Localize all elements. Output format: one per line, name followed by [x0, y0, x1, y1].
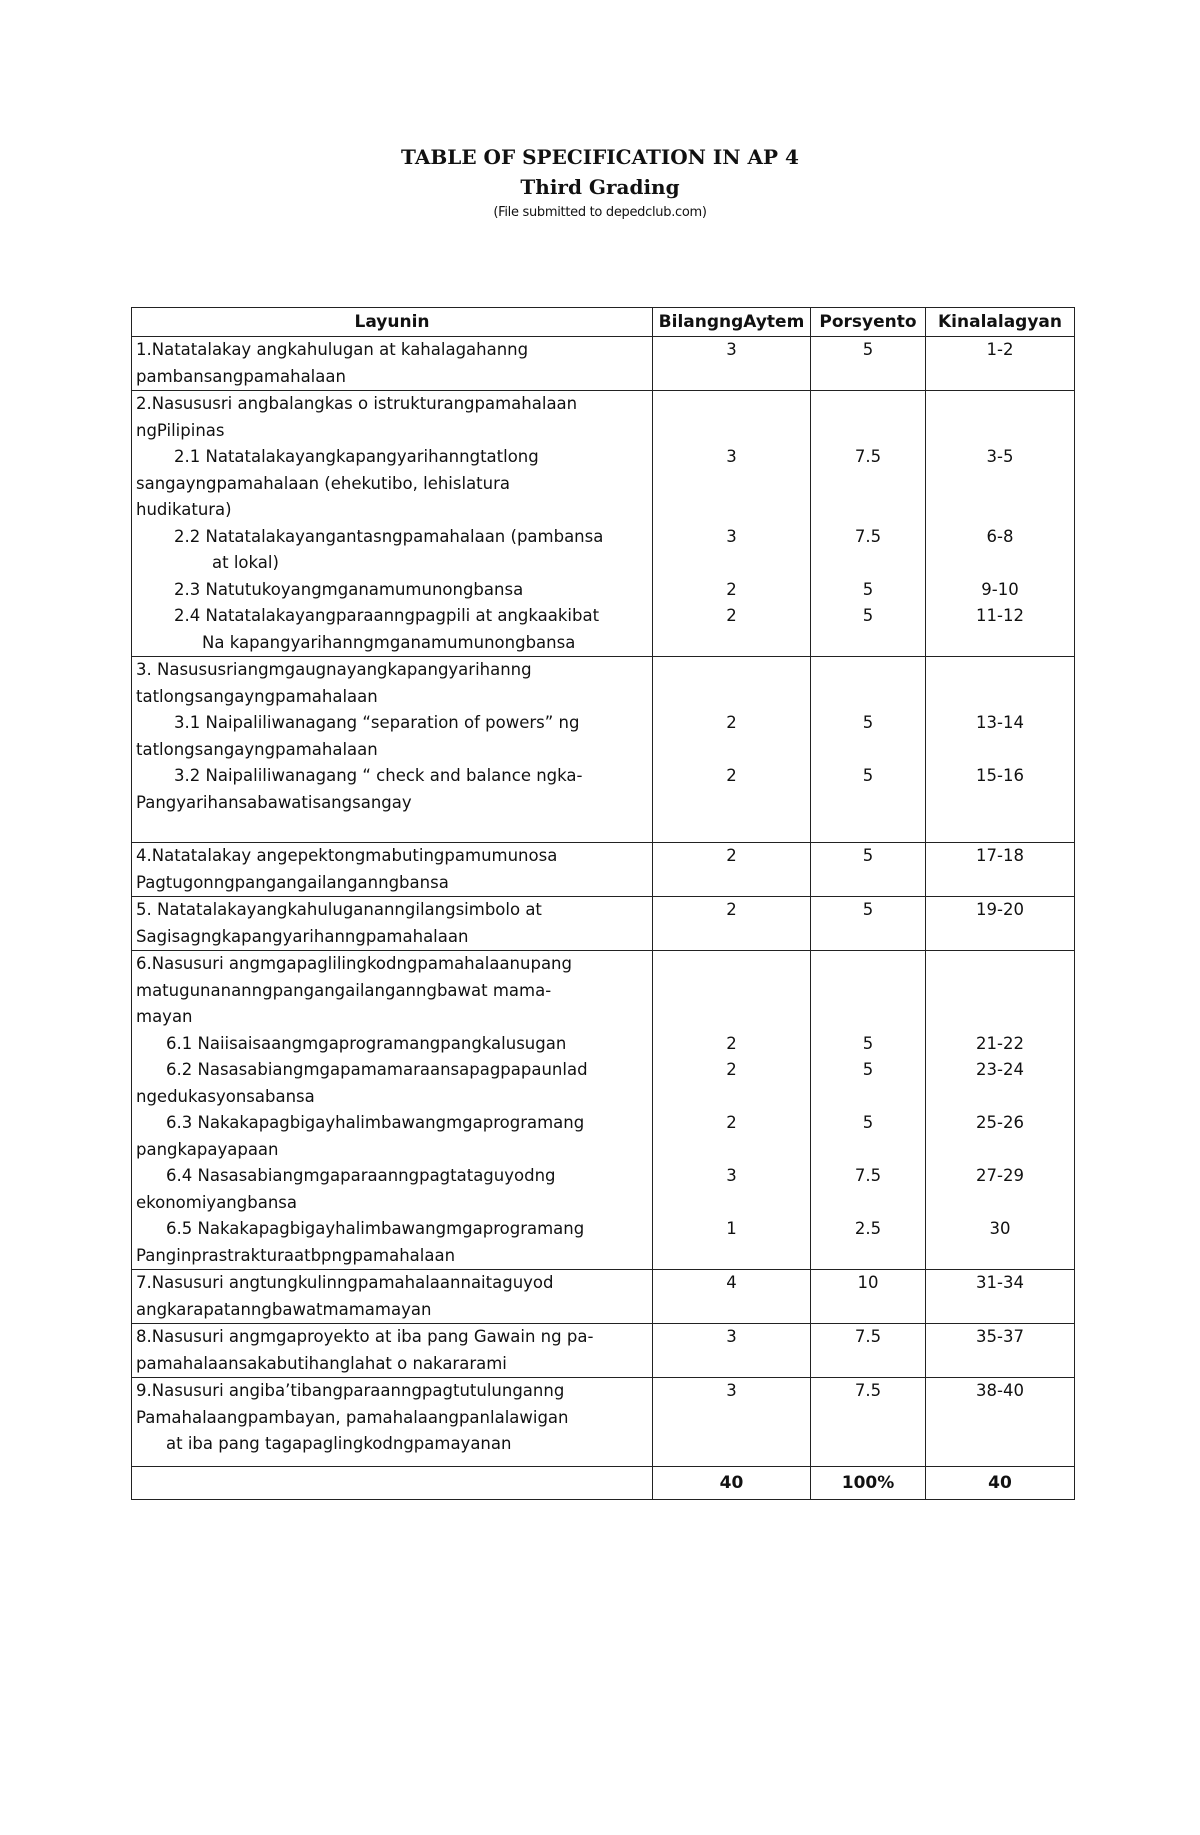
percent-value: 5 [862, 846, 874, 865]
items-cell [653, 1324, 811, 1378]
location-value [930, 391, 1070, 418]
items-value [657, 1297, 806, 1324]
percent-value [815, 1084, 921, 1111]
items-value: 2 [726, 579, 737, 599]
percent-value [815, 630, 921, 657]
objective-line: pamahalaansakabutihanglahat o nakararami [136, 1353, 507, 1373]
objective-line: 9.Nasusuri angiba’tibangparaanngpagtutulunganng [136, 1381, 565, 1400]
items-value [657, 951, 806, 978]
objective-line: 6.1 Naiisaisaangmgaprogramangpangkalusugan [166, 1033, 567, 1053]
percent-cell [811, 657, 926, 843]
objective-line: 6.3 Nakakapagbigayhalimbawangmgaprogramang [166, 1113, 585, 1132]
percent-cell [811, 1324, 926, 1378]
location-cell [926, 337, 1075, 391]
items-cell [653, 337, 811, 391]
objective-line: Panginprastrakturaatbpngpamahalaan [136, 1245, 456, 1265]
location-value: 30 [989, 1219, 1011, 1238]
percent-value [815, 737, 921, 764]
percent-cell [811, 391, 926, 657]
percent-cell [811, 1270, 926, 1324]
percent-value [815, 978, 921, 1005]
items-value: 2 [726, 713, 737, 732]
objective-cell [132, 391, 653, 657]
table-row [132, 657, 1075, 843]
objective-line: Pangyarihansabawatisangsangay [136, 792, 412, 812]
location-value [930, 471, 1070, 498]
items-value: 2 [726, 606, 737, 625]
items-cell [653, 1378, 811, 1467]
location-cell [926, 1270, 1075, 1324]
percent-value [815, 497, 921, 524]
objective-line: 5. Natatalakayangkahulugananngilangsimbolo at [136, 900, 542, 919]
items-value: 4 [726, 1273, 737, 1292]
objective-line: 2.1 Natatalakayangkapangyarihanngtatlong [174, 447, 539, 466]
objective-line: pangkapayapaan [136, 1139, 279, 1159]
items-value: 2 [726, 900, 737, 919]
location-value [930, 978, 1070, 1005]
items-value: 2 [726, 1113, 737, 1132]
location-cell [926, 897, 1075, 951]
percent-cell [811, 337, 926, 391]
percent-value: 7.5 [854, 526, 882, 546]
location-value [930, 630, 1070, 657]
table-row [132, 951, 1075, 1270]
percent-value [815, 1297, 921, 1324]
objective-line: 1.Natatalakay angkahulugan at kahalagahanng [136, 340, 529, 359]
location-value: 19-20 [976, 900, 1024, 919]
column-header-layunin: Layunin [132, 308, 653, 337]
location-value: 21-22 [976, 1033, 1024, 1053]
total-percent: 100% [811, 1466, 926, 1499]
items-value: 2 [726, 766, 737, 785]
percent-value [815, 684, 921, 711]
location-cell [926, 951, 1075, 1270]
items-value [657, 1431, 806, 1458]
items-value [657, 418, 806, 445]
table-row [132, 337, 1075, 391]
location-value: 25-26 [976, 1113, 1024, 1132]
items-cell [653, 843, 811, 897]
percent-value [815, 1431, 921, 1458]
items-value: 3 [726, 447, 737, 466]
objective-line: Pagtugonngpangangailanganngbansa [136, 872, 449, 892]
page-subtitle: Third Grading [520, 175, 680, 199]
items-cell [653, 391, 811, 657]
percent-value [815, 391, 921, 418]
items-value [657, 497, 806, 524]
location-value: 38-40 [976, 1381, 1024, 1400]
location-value [930, 924, 1070, 951]
percent-value [815, 471, 921, 498]
objective-cell [132, 843, 653, 897]
percent-value: 5 [862, 340, 874, 359]
percent-value: 5 [862, 766, 874, 785]
location-value [930, 1351, 1070, 1378]
objective-line: tatlongsangayngpamahalaan [136, 686, 378, 706]
table-row [132, 391, 1075, 657]
items-value [657, 1351, 806, 1378]
location-value [930, 951, 1070, 978]
location-value: 17-18 [976, 846, 1024, 865]
table-row [132, 843, 1075, 897]
table-row [132, 1270, 1075, 1324]
objective-line: 6.4 Nasasabiangmgaparaanngpagtataguyodng [166, 1166, 556, 1185]
items-value [657, 924, 806, 951]
objective-line: 3.2 Naipaliliwanagang “ check and balance ngka- [174, 766, 583, 785]
items-value: 3 [726, 340, 737, 359]
objective-line: sangayngpamahalaan (ehekutibo, lehislatura [136, 473, 510, 493]
objective-line: 3. Nasususriangmgaugnayangkapangyarihanng [136, 660, 532, 679]
location-value: 6-8 [986, 526, 1014, 546]
location-cell [926, 1324, 1075, 1378]
document-header [0, 142, 1200, 224]
table-row [132, 1378, 1075, 1467]
items-value [657, 684, 806, 711]
percent-value [815, 870, 921, 897]
items-cell [653, 951, 811, 1270]
location-value: 27-29 [976, 1166, 1024, 1185]
percent-value [815, 790, 921, 817]
objective-line: tatlongsangayngpamahalaan [136, 739, 378, 759]
percent-value [815, 1405, 921, 1432]
specification-table [131, 307, 1075, 1500]
objective-line: at lokal) [212, 553, 279, 572]
percent-value [815, 924, 921, 951]
items-value [657, 1004, 806, 1031]
table-row [132, 897, 1075, 951]
items-value [657, 391, 806, 418]
objective-cell [132, 1324, 653, 1378]
column-header-kinalalagyan: Kinalalagyan [926, 308, 1075, 337]
percent-value [815, 1243, 921, 1270]
location-value: 23-24 [976, 1060, 1024, 1079]
percent-value: 10 [857, 1273, 879, 1292]
items-value [657, 1084, 806, 1111]
percent-value [815, 364, 921, 391]
items-cell [653, 897, 811, 951]
objective-line: 4.Natatalakay angepektongmabutingpamumunosa [136, 846, 558, 865]
location-value [930, 790, 1070, 817]
items-value [657, 1243, 806, 1270]
percent-value: 5 [862, 1033, 874, 1053]
items-value [657, 870, 806, 897]
objective-line: Na kapangyarihanngmganamumunongbansa [202, 632, 576, 652]
location-value: 15-16 [976, 766, 1024, 785]
objective-line: ngedukasyonsabansa [136, 1086, 315, 1106]
percent-value [815, 418, 921, 445]
percent-value: 7.5 [854, 447, 882, 466]
percent-value [815, 1351, 921, 1378]
location-value [930, 364, 1070, 391]
percent-cell [811, 897, 926, 951]
location-cell [926, 391, 1075, 657]
items-value [657, 364, 806, 391]
location-cell [926, 657, 1075, 843]
percent-value: 5 [862, 1113, 874, 1132]
location-value [930, 1190, 1070, 1217]
items-value: 1 [726, 1219, 737, 1238]
location-value [930, 1137, 1070, 1164]
objective-cell [132, 897, 653, 951]
objective-line: 3.1 Naipaliliwanagang “separation of powers” ng [174, 713, 580, 732]
location-value: 9-10 [981, 579, 1019, 599]
source-note: (File submitted to depedclub.com) [493, 205, 707, 220]
objective-line: Sagisagngkapangyarihanngpamahalaan [136, 926, 469, 946]
percent-value [815, 1190, 921, 1217]
location-value: 1-2 [986, 340, 1014, 359]
items-value [657, 630, 806, 657]
percent-value [815, 657, 921, 684]
percent-value: 5 [862, 713, 874, 732]
objective-line: 2.4 Natatalakayangparaanngpagpili at angkaakibat [174, 606, 600, 625]
items-value [657, 1137, 806, 1164]
percent-cell [811, 843, 926, 897]
location-cell [926, 1378, 1075, 1467]
percent-value: 2.5 [854, 1219, 882, 1238]
percent-value: 5 [862, 900, 874, 919]
items-value [657, 1190, 806, 1217]
location-value [930, 1297, 1070, 1324]
items-cell [653, 657, 811, 843]
objective-line: 6.5 Nakakapagbigayhalimbawangmgaprogramang [166, 1219, 585, 1238]
objective-cell [132, 1270, 653, 1324]
percent-value: 5 [862, 579, 874, 599]
items-value: 2 [726, 1060, 737, 1079]
totals-label [132, 1466, 653, 1499]
objective-line: ekonomiyangbansa [136, 1192, 297, 1212]
location-value: 35-37 [976, 1327, 1024, 1346]
location-value [930, 1431, 1070, 1458]
objective-line: 2.2 Natatalakayangantasngpamahalaan (pambansa [174, 526, 604, 546]
objective-line: mayan [136, 1007, 193, 1026]
location-cell [926, 843, 1075, 897]
items-value: 3 [726, 526, 737, 546]
total-items: 40 [653, 1466, 811, 1499]
objective-line: at iba pang tagapaglingkodngpamayanan [166, 1434, 512, 1453]
objective-cell [132, 951, 653, 1270]
objective-cell [132, 337, 653, 391]
percent-cell [811, 1378, 926, 1467]
items-value [657, 737, 806, 764]
items-value [657, 1405, 806, 1432]
location-value [930, 418, 1070, 445]
location-value: 31-34 [976, 1273, 1024, 1292]
location-value [930, 1004, 1070, 1031]
location-value [930, 684, 1070, 711]
location-value [930, 1243, 1070, 1270]
percent-cell [811, 951, 926, 1270]
items-value [657, 550, 806, 577]
percent-value [815, 951, 921, 978]
location-value [930, 1084, 1070, 1111]
items-value [657, 471, 806, 498]
location-value: 13-14 [976, 713, 1024, 732]
percent-value [815, 1137, 921, 1164]
objective-line: ngPilipinas [136, 420, 225, 440]
objective-line: 6.2 Nasasabiangmgapamamaraansapagpapaunlad [166, 1060, 588, 1079]
objective-cell [132, 1378, 653, 1467]
location-value [930, 657, 1070, 684]
percent-value [815, 1004, 921, 1031]
objective-line: Pamahalaangpambayan, pamahalaangpanlalawigan [136, 1407, 569, 1427]
percent-value: 7.5 [854, 1327, 882, 1346]
objective-cell [132, 657, 653, 843]
page-title: TABLE OF SPECIFICATION IN AP 4 [401, 145, 799, 169]
objective-line: hudikatura) [136, 500, 232, 519]
objective-line: 7.Nasusuri angtungkulinngpamahalaannaitaguyod [136, 1273, 554, 1292]
items-cell [653, 1270, 811, 1324]
total-location: 40 [926, 1466, 1075, 1499]
objective-line: 6.Nasusuri angmgapaglilingkodngpamahalaanupang [136, 954, 572, 973]
percent-value: 7.5 [854, 1166, 882, 1185]
items-value: 3 [726, 1381, 737, 1400]
items-value: 2 [726, 1033, 737, 1053]
items-value [657, 790, 806, 817]
objective-line: pambansangpamahalaan [136, 366, 346, 386]
percent-value: 7.5 [854, 1381, 882, 1400]
percent-value: 5 [862, 1060, 874, 1079]
location-value [930, 870, 1070, 897]
items-value [657, 978, 806, 1005]
percent-value [815, 550, 921, 577]
items-value: 3 [726, 1327, 737, 1346]
objective-line: 2.3 Natutukoyangmganamumunongbansa [174, 579, 524, 599]
table-header-row [132, 308, 1075, 337]
column-header-bilang: BilangngAytem [653, 308, 811, 337]
location-value [930, 550, 1070, 577]
location-value [930, 1405, 1070, 1432]
percent-value: 5 [862, 606, 874, 625]
objective-line: angkarapatanngbawatmamamayan [136, 1299, 432, 1319]
items-value: 2 [726, 846, 737, 865]
location-value [930, 737, 1070, 764]
location-value: 3-5 [986, 447, 1014, 466]
objective-line: 8.Nasusuri angmgaproyekto at iba pang Gawain ng pa- [136, 1327, 594, 1346]
table-row [132, 1324, 1075, 1378]
location-value [930, 497, 1070, 524]
location-value: 11-12 [976, 606, 1024, 625]
items-value: 3 [726, 1166, 737, 1185]
objective-line: matugunananngpangangailanganngbawat mama- [136, 980, 552, 1000]
column-header-porsyento: Porsyento [811, 308, 926, 337]
totals-row [132, 1466, 1075, 1499]
items-value [657, 657, 806, 684]
objective-line: 2.Nasususri angbalangkas o istrukturangpamahalaan [136, 394, 578, 413]
